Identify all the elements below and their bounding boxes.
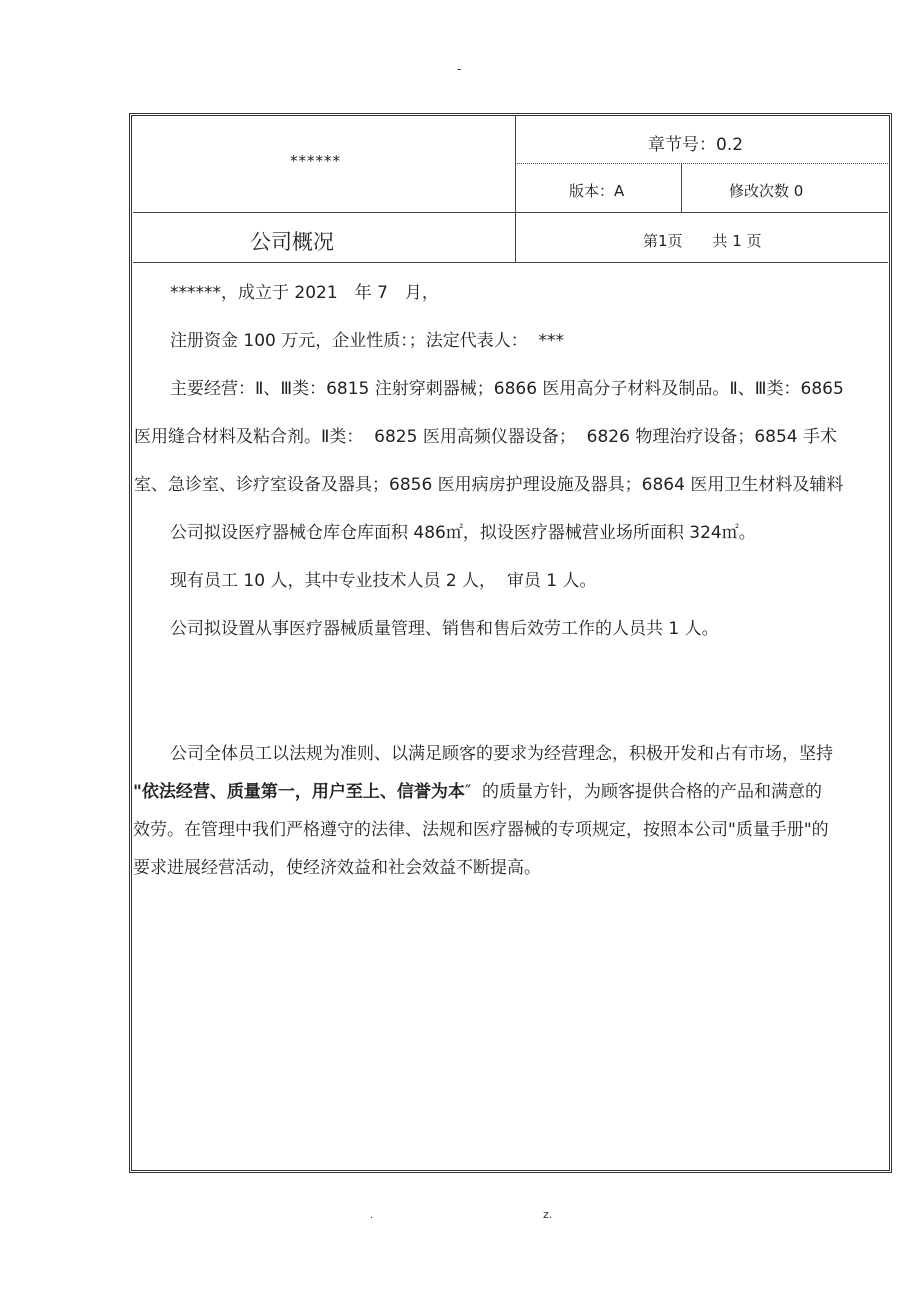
policy-line: 效劳。在管理中我们严格遵守的法律、法规和医疗器械的专项规定，按照本公司"质量手册"的: [133, 820, 829, 840]
document-frame: [129, 113, 892, 1173]
chapter-number: 章节号：0.2: [648, 135, 744, 155]
revision-count: 修改次数 0: [729, 182, 804, 200]
body-line: 医用缝合材料及粘合剂。Ⅱ类： 6825 医用高频仪器设备； 6826 物理治疗设备；6854 手术: [134, 427, 837, 447]
policy-line-rest: ″ 的质量方针，为顾客提供合格的产品和满意的: [464, 782, 823, 802]
body-line: 现有员工 10 人，其中专业技术人员 2 人， 审员 1 人。: [170, 571, 597, 591]
body-line: 公司拟设置从事医疗器械质量管理、销售和售后效劳工作的人员共 1 人。: [170, 619, 719, 639]
page-number: 第1页 共 1 页: [643, 232, 762, 250]
body-line: ******，成立于 2021 年 7 月，: [170, 283, 439, 303]
policy-line: 公司全体员工以法规为准则、以满足顾客的要求为经营理念，积极开发和占有市场，坚持: [170, 744, 833, 764]
page-footer-mark-right: z.: [543, 1208, 553, 1221]
body-line: 公司拟设医疗器械仓库仓库面积 486㎡，拟设医疗器械营业场所面积 324㎡。: [170, 523, 756, 543]
body-line: 注册资金 100 万元，企业性质：；法定代表人： ***: [170, 331, 565, 351]
title-divider: [133, 262, 888, 263]
version-column-divider: [681, 163, 682, 212]
page-footer-mark-left: .: [370, 1210, 374, 1221]
company-name: ******: [290, 152, 341, 170]
chapter-divider: [515, 163, 888, 164]
version-label: 版本：A: [569, 182, 625, 200]
policy-line: [133, 777, 822, 802]
policy-line: 要求进展经营活动，使经济效益和社会效益不断提高。: [133, 858, 541, 878]
body-line: 室、急诊室、诊疗室设备及器具；6856 医用病房护理设施及器具；6864 医用卫生材料及辅料: [134, 475, 844, 495]
header-column-divider: [515, 116, 516, 262]
page-header-mark: -: [457, 62, 462, 76]
header-divider: [133, 212, 888, 213]
section-title: 公司概况: [250, 230, 334, 254]
body-line: 主要经营：Ⅱ、Ⅲ类：6815 注射穿刺器械；6866 医用高分子材料及制品。Ⅱ、Ⅲ类：6865: [170, 379, 844, 399]
quality-policy-slogan: "依法经营、质量第一，用户至上、信誉为本: [133, 782, 465, 802]
